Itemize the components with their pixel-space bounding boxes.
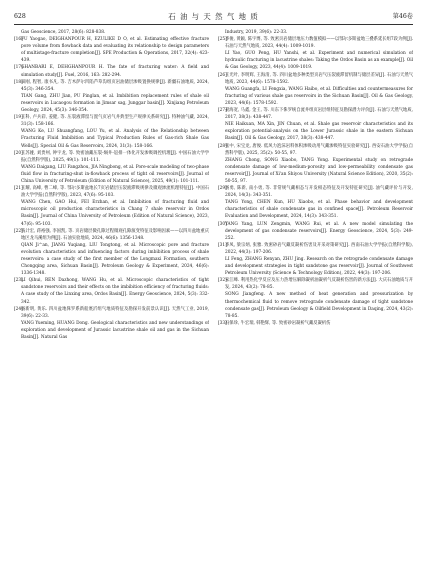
reference-text: 王耀, 高峰, 曹二峰, 等. 鄂尔多斯盆地长7页岩储层压裂液滞吸规律及微观渗流机理特征[J]. 中国石油大学学报(自然科学版), 2023, 47(6): 95-103.: [21, 186, 209, 199]
reference-entry: [14, 128, 209, 149]
reference-entry: [218, 185, 413, 199]
reference-number: [18]: [14, 79, 23, 85]
reference-entry: [218, 50, 413, 71]
reference-column-left: [14, 29, 209, 561]
reference-text: LI Feng, ZHANG Renyan, ZHU Jing. Research on the retrograde condensate damage and development strategies in tight sandstone gas reservoir[J]. Journal of Southwest Petroleum University (Science & Technology Edition), 2022, 44(3): 197-206.: [225, 257, 413, 277]
reference-entry: [218, 29, 413, 36]
reference-text: 王科, 卢兵彩, 姜健, 等. 压裂液滞留与置气页岩气井典型生产规律关系研究[J]. 特种油气藏, 2024, 31(3): 158-166.: [21, 115, 209, 128]
reference-number: [27]: [218, 108, 227, 114]
reference-entry: [218, 86, 413, 107]
reference-entry: [14, 93, 209, 114]
reference-number: [22]: [14, 228, 23, 234]
reference-number: [26]: [218, 72, 227, 78]
reference-entry: [14, 242, 209, 277]
reference-number: [33]: [218, 320, 227, 326]
reference-entry: [14, 277, 209, 305]
reference-text: WANG Guangfa, LI Fengxia, WANG Haibo, et al. Difficulties and countermeasures for fracturing of various shale gas reservoirs in the Sichuan Basin[J]. Oil & Gas Geology, 2023, 44(6): 1578-1592.: [225, 86, 413, 106]
reference-entry: [14, 306, 209, 320]
reference-entry: [218, 157, 413, 185]
reference-text: 李俊, 黄颖, 陈宇博, 等. 致密页岩储层地压力数值模拟——以鄂尔多斯盆地三叠系延长组7段为例[J]. 石油与天然气地质, 2023, 44(4): 1009-1019.: [225, 37, 413, 50]
reference-text: Gas Geoscience, 2017, 28(6): 828-838.: [21, 30, 106, 35]
reference-number: [17]: [14, 65, 23, 71]
reference-number: [23]: [14, 278, 23, 284]
reference-entry: [218, 107, 413, 121]
reference-text: 聂海宽, 马鑫, 金王, 等. 川东下侏罗统自流井组页岩层组特征及勘探潜力评价[J]. 石油与天然气地质, 2017, 38(3): 438-447.: [225, 108, 413, 121]
reference-entry: [218, 199, 413, 220]
reference-text: 王光叶, 李明辉, 王海清, 等. 四川盆地多种类型页岩气压裂液滞留机制与储层差异[J]. 石油与天然气地质, 2023, 44(6): 1578-1592.: [225, 72, 413, 85]
reference-text: LI Yao, GUO Peng, HU Yanshi, et al. Experiment and numerical simulation of hydraulic fracturing in lacustrine shales: Taking the Ordos Basin as an example[J]. Oil & Gas Geology, 2023, 44(4): 1009-1019.: [225, 51, 413, 71]
reference-entry: [218, 320, 413, 327]
reference-text: LI Qihui, REN Dazhong, WANG Hu, et al. Microscopic characteristics of tight sandstone reservoirs and their effects on the imbibition efficiency of fracturing fluids: A case study of the Linxing area, Ordos Basin[J]. Energy Geoscience, 2024, 5(3): 332-342.: [21, 278, 209, 305]
reference-text: ZHANG Chong, SONG Xiaobo, TANG Yong. Experimental study on retrograde condensate damage of low-medium-porosity and low-permeability condensate gas reservoir[J]. Journal of Xi'an Shiyou University (Natural Science Edition), 2020, 35(2): 50-55, 97.: [225, 157, 413, 184]
reference-text: 田刚, 程智, 康书凡, 等. 吉木萨尔凹陷芦草沟组页岩油储层渗吸置换规律[J]. 新疆石油地质, 2024, 45(3): 346-354.: [21, 79, 209, 92]
reference-text: TIAN Gang, ZHU Jian, PU Pinglan, et al. Imbibition replacement rules of shale oil reservoirs in Lucaogou formation in Jimsar sag, Junggar basin[J]. Xinjiang Petroleum Geology, 2024, 45(3): 346-354.: [21, 93, 209, 114]
reference-entry: [218, 242, 413, 256]
reference-entry: [14, 164, 209, 185]
reference-entry: [218, 121, 413, 142]
reference-text: 张中, 宋宝龙, 唐俊. 低风力泡沫岩料体积渗吸动用气藏渗吸特征实验研究[J]. 西安石油大学学报(自然科学版), 2025, 35(2): 50-55, 97.: [225, 143, 413, 156]
reference-entry: [218, 36, 413, 50]
reference-text: 钱计宏, 蒋裕强, 李国凯, 等. 页岩储层微孔隙过程微观孔隙演变特征及影响因素——以四川盆地重庆地区龙马溪组为例[J]. 石油实验地质, 2024, 46(6): 1356-1348.: [21, 228, 209, 241]
reference-text: SONG Jiangfeng. A new method of heat generation and pressurization by thermochemical fluid to remove retrograde condensate damage of tight sandstone condensate gas[J]. Petroleum Geology & Oilfield Development in Daqing, 2024, 43(2): 78-85.: [225, 292, 413, 319]
reference-text: 李凤, 梁宗炳, 张雅. 致密砂岩气藏反凝析伤害及开采对策研究[J]. 西南石油大学学报(自然科学版), 2022, 44(3): 197-206.: [225, 242, 413, 255]
reference-entry: [14, 64, 209, 78]
reference-entry: [14, 36, 209, 64]
reference-entry: [14, 114, 209, 128]
reference-number: [32]: [218, 278, 227, 284]
reference-number: [20]: [14, 150, 23, 156]
reference-text: TANG Yong, CHEN Kun, HU Xiaobo, et al. Phase behavior and development characteristics of shale condensate gas in confined space[J]. Petroleum Reservoir Evaluation and Development, 2024, 14(3): 343-351.: [225, 200, 413, 220]
reference-entry: [14, 320, 209, 341]
reference-number: [28]: [218, 143, 227, 149]
reference-number: [31]: [218, 242, 227, 248]
reference-entry: [218, 72, 413, 86]
volume-label: 第46卷: [392, 13, 413, 20]
reference-text: YANG Yueming, HUANG Dong. Geological characteristics and new understandings of exploration and development of Jurassic lacustrine shale oil and gas in the Sichuan Basin[J]. Natural Gas: [21, 320, 209, 341]
reference-number: [24]: [14, 306, 23, 312]
reference-text: WANG Daigang, LIU Fangzhou, JIA Ningbong, et al. Pore-scale modeling of two-phase fluid flow in fracturing-shut in-flowback process of tight oil reservoirs[J]. Journal of China University of Petroleum (Edition of Natural Science), 2025, 49(1): 101-111.: [21, 164, 209, 184]
reference-text: WANG Chen, GAO Hui, FEI Erzhan, et al. Imbibition of fracturing fluid and microscopic oil production characteristics in Chang 7 shale reservoir in Ordos Basin[J]. Journal of China University of Petroleum (Edition of Natural Science), 2023, 47(6): 95-103.: [21, 200, 209, 227]
reference-text: 汤勇, 陈新, 南小勇, 等. 非常规气藏相态与开发相态特征及开发特征研究[J]. 油气藏评价与开发, 2024, 14(3): 343-351.: [225, 186, 413, 199]
reference-number: [16]: [14, 37, 23, 43]
reference-entry: [218, 221, 413, 242]
reference-text: WANG Ke, LU Shuangfang, LOU Yu, et al. Analysis of the Relationship between Fracturing Fluid Imbibition and Typical Production Rules of Gas-rich Shale Gas Wells[J]. Special Oil & Gas Reservoirs, 2024, 31(3): 158-166.: [21, 129, 209, 149]
reference-entry: [14, 79, 209, 93]
reference-number: [25]: [218, 37, 227, 43]
reference-entry: [218, 291, 413, 319]
reference-text: YANG Yang, LUN Zengmin, WANG Rui, et al. A new model simulating the development of gas condensate reservoirs[J]. Energy Geoscience, 2024, 5(3): 249-252.: [225, 221, 413, 241]
reference-entry: [218, 256, 413, 277]
reference-text: 宋江峰. 利用热化学反应及压力热增压解除凝析油凝析气反凝析伤害的新方法[J]. 大庆石油地质与开发, 2024, 43(2): 78-85.: [225, 278, 413, 291]
journal-title: 石 油 与 天 然 气 地 质: [168, 12, 259, 21]
reference-text: Industry, 2019, 39(6): 22-33.: [225, 30, 288, 35]
header-rule: [14, 24, 413, 25]
reference-entry: [218, 277, 413, 291]
reference-number: [29]: [218, 186, 227, 192]
reference-text: 王苏娅, 刘贵州, 钟宇龙, 等. 致密油藏压裂-焖井-返排一体化开发渗吸调控机理[J]. 中国石油大学学报(自然科学版), 2025, 49(1): 101-111.: [21, 150, 209, 163]
reference-text: FU Yaogao, DEIGHANPOUR H, EZULIKE D O, et al. Estimating effective fracture pore volume from flowback data and evaluating its relationship to design parameters of multistage-fracture completion[J]. SPE Production & Operations, 2017, 32(4): 423-439.: [21, 37, 209, 64]
reference-entry: [14, 29, 209, 36]
reference-column-right: [218, 29, 413, 561]
reference-entry: [218, 143, 413, 157]
reference-number: [19]: [14, 115, 23, 121]
reference-number: [30]: [218, 221, 227, 227]
reference-text: QIAN Ji^an, JIANG Yuqiang, LIU Tongtong, et al. Microscopic pore and fracture evolution characteristics and influencing factors during imbibition process of shale reservoirs: a case study of the first member of the Longmaxi Formation, southern Chongqing area, Sichuan Basin[J]. Petroleum Geology & Experiment, 2024, 46(6): 1336-1348.: [21, 242, 209, 277]
reference-text: 冯保珍, 牛宏瑞, 韩艳辉, 等. 致密砂岩凝析气藏反凝析伤: [225, 320, 331, 326]
reference-entry: [14, 185, 209, 199]
reference-entry: [14, 199, 209, 227]
reference-entry: [14, 150, 209, 164]
reference-text: 杨新明, 黄乐. 四川盆地侏罗系新船底沂组气地质特征及勘探开发前景认识[J]. 天然气工业, 2019, 39(6): 22-33.: [21, 306, 209, 319]
reference-number: [21]: [14, 186, 23, 192]
page-number: 628: [14, 13, 26, 20]
reference-text: NIE Haikuan, MA Xin, JIN Chuan, et al. Shale gas reservoir characteristics and its exploration potential-analysis on the Lower Jurassic shale in the eastern Sichuan Basin[J]. Oil & Gas Geology, 2017, 38(3): 438-447.: [225, 122, 413, 142]
reference-entry: [14, 228, 209, 242]
reference-text: GHANBARI E, DEHGHANPOUR H. The fate of fracturing water: A field and simulation study[J]. Fuel, 2016, 163: 282-294.: [21, 65, 209, 78]
page-header: [14, 11, 413, 23]
